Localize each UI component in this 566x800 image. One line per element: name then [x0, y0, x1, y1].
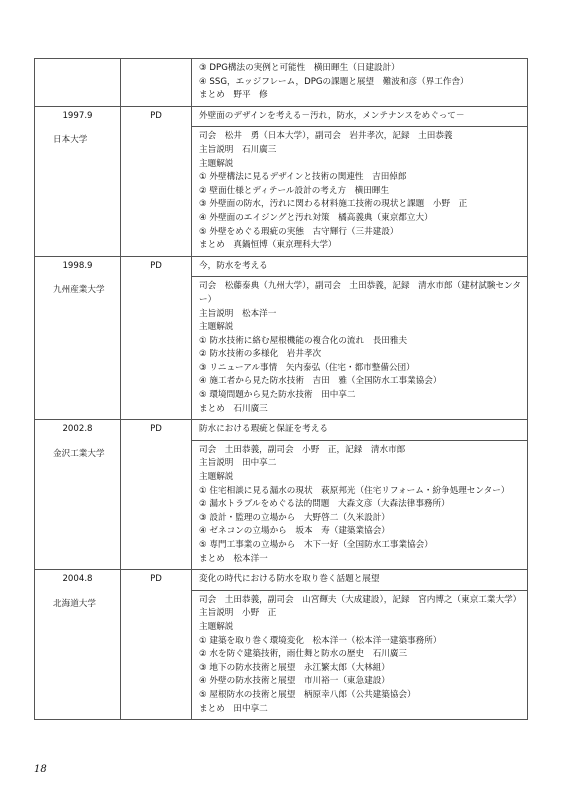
content-cell: [192, 59, 528, 107]
content-line: 主旨説明 小野 正: [199, 608, 277, 619]
year-cell: [35, 256, 121, 420]
content-line: ④ 外壁面のエイジングと汚れ対策 橘高義典（東京都立大）: [199, 212, 433, 223]
year-label: 2002.8: [62, 424, 93, 435]
content-line: ① 住宅相談に見る漏水の現状 萩原邦光（住宅リフォーム・紛争処理センター）: [199, 485, 510, 496]
session-type: PD: [150, 110, 162, 121]
organizer-label: 九州産業大学: [53, 285, 105, 296]
organizer-label: 金沢工業大学: [53, 448, 105, 459]
year-cell: [35, 420, 121, 570]
content-line: 司会 松藤泰典（九州大学），副司会 土田恭義，記録 清水市郎（建材試験センター）: [199, 281, 521, 305]
content-line: ③ 地下の防水技術と展望 永江繁太郎（大林組）: [199, 662, 390, 673]
content-line: ① 建築を取り巻く環境変化 松本洋一（松本洋一建築事務所）: [199, 635, 442, 646]
content-line: 主旨説明 松本洋一: [199, 308, 277, 319]
content-cell: [192, 256, 528, 420]
content-line: 主題解説: [199, 322, 234, 333]
type-cell: [121, 106, 192, 256]
content-lines: [192, 127, 527, 255]
session-title: 今，防水を考える: [192, 257, 527, 278]
content-line: 主題解説: [199, 621, 234, 632]
year-label: 2004.8: [62, 574, 93, 585]
content-line: 主題解説: [199, 158, 234, 169]
content-line: ② 壁面仕様とディテール設計の考え方 横田暉生: [199, 185, 390, 196]
content-cell: [192, 106, 528, 256]
content-line: ① 外壁構法に見るデザインと技術の関連性 吉田倬郎: [199, 172, 407, 183]
content-line: ③ DPG構法の実例と可能性 横田暉生（日建設計）: [199, 63, 400, 73]
table-row-continuation: [35, 59, 528, 107]
content-line: まとめ 石川廣三: [199, 403, 268, 414]
content-line: 司会 松井 勇（日本大学），副司会 岩井孝次，記録 土田恭義: [199, 131, 453, 142]
content-line: 司会 土田恭義，副司会 山宮輝夫（大成建設），記録 宮内博之（東京工業大学）: [199, 594, 522, 605]
content-line: ⑤ 外壁をめぐる瑕疵の実態 古守輝行（三井建設）: [199, 226, 399, 237]
content-line: ⑤ 屋根防水の技術と展望 柄原幸八郎（公共建築協会）: [199, 689, 416, 700]
page-number: 18: [34, 764, 47, 775]
table-row-1998: [35, 256, 528, 420]
table-row-2004: [35, 570, 528, 720]
content-line: ④ 施工者から見た防水技術 吉田 雅（全国防水工事業協会）: [199, 376, 442, 387]
content-line: まとめ 田中享二: [199, 703, 268, 714]
content-lines: [192, 441, 527, 569]
content-line: ⑤ 専門工事業の立場から 木下一好（全国防水工事業協会）: [199, 540, 433, 550]
type-cell: [121, 256, 192, 420]
symposium-table: [34, 58, 528, 720]
year-cell: [35, 59, 121, 107]
organizer-label: 北海道大学: [53, 598, 96, 609]
year-label: 1997.9: [62, 110, 93, 121]
content-line: ④ SSG，エッジフレーム，DPGの課題と展望 難波和彦（界工作舎）: [199, 76, 469, 87]
type-cell: [121, 59, 192, 107]
content-lines: [192, 59, 527, 106]
table-row-2002: [35, 420, 528, 570]
content-line: まとめ 松本洋一: [199, 553, 268, 564]
content-line: 主題解説: [199, 472, 234, 483]
session-type: PD: [150, 260, 162, 271]
content-line: まとめ 真鍋恒博（東京理科大学）: [199, 240, 337, 251]
content-line: 司会 土田恭義，副司会 小野 正，記録 清水市郎: [199, 444, 406, 455]
content-line: ③ リニューアル事情 矢内泰弘（住宅・都市整備公団）: [199, 362, 415, 373]
content-cell: [192, 420, 528, 570]
year-cell: [35, 570, 121, 720]
session-title: 変化の時代における防水を取り巻く話題と展望: [192, 570, 527, 591]
content-line: 主旨説明 石川廣三: [199, 144, 277, 155]
session-type: PD: [150, 574, 162, 585]
content-line: ② 防水技術の多様化 岩井孝次: [199, 349, 322, 360]
content-line: ④ 外壁の防水技術と展望 市川裕一（東急建設）: [199, 676, 390, 687]
content-line: ② 漏水トラブルをめぐる法的問題 大森文彦（大森法律事務所）: [199, 499, 450, 510]
content-line: ① 防水技術に絡む屋根機能の複合化の流れ 長田雅夫: [199, 335, 408, 346]
year-cell: [35, 106, 121, 256]
type-cell: [121, 570, 192, 720]
session-title: 防水における瑕疵と保証を考える: [192, 420, 527, 441]
content-line: まとめ 野平 修: [199, 90, 268, 101]
content-line: ④ ゼネコンの立場から 坂本 寿（建築業協会）: [199, 526, 390, 537]
content-line: 主旨説明 田中享二: [199, 458, 277, 469]
type-cell: [121, 420, 192, 570]
content-line: ⑤ 環境問題から見た防水技術 田中享二: [199, 390, 356, 401]
content-line: ③ 設計・監理の立場から 大野啓二（久米設計）: [199, 512, 390, 523]
organizer-label: 日本大学: [53, 135, 88, 146]
content-lines: [192, 591, 527, 719]
content-lines: [192, 277, 527, 419]
content-line: ② 水を防ぐ建築技術，雨仕舞と防水の歴史 石川廣三: [199, 649, 408, 660]
content-line: ③ 外壁面の防水，汚れに関わる材料施工技術の現状と課題 小野 正: [199, 199, 468, 210]
content-cell: [192, 570, 528, 720]
table-row-1997: [35, 106, 528, 256]
year-label: 1998.9: [62, 260, 93, 271]
session-type: PD: [150, 424, 162, 435]
session-title: 外壁面のデザインを考える－汚れ，防水，メンテナンスをめぐって－: [192, 107, 527, 128]
